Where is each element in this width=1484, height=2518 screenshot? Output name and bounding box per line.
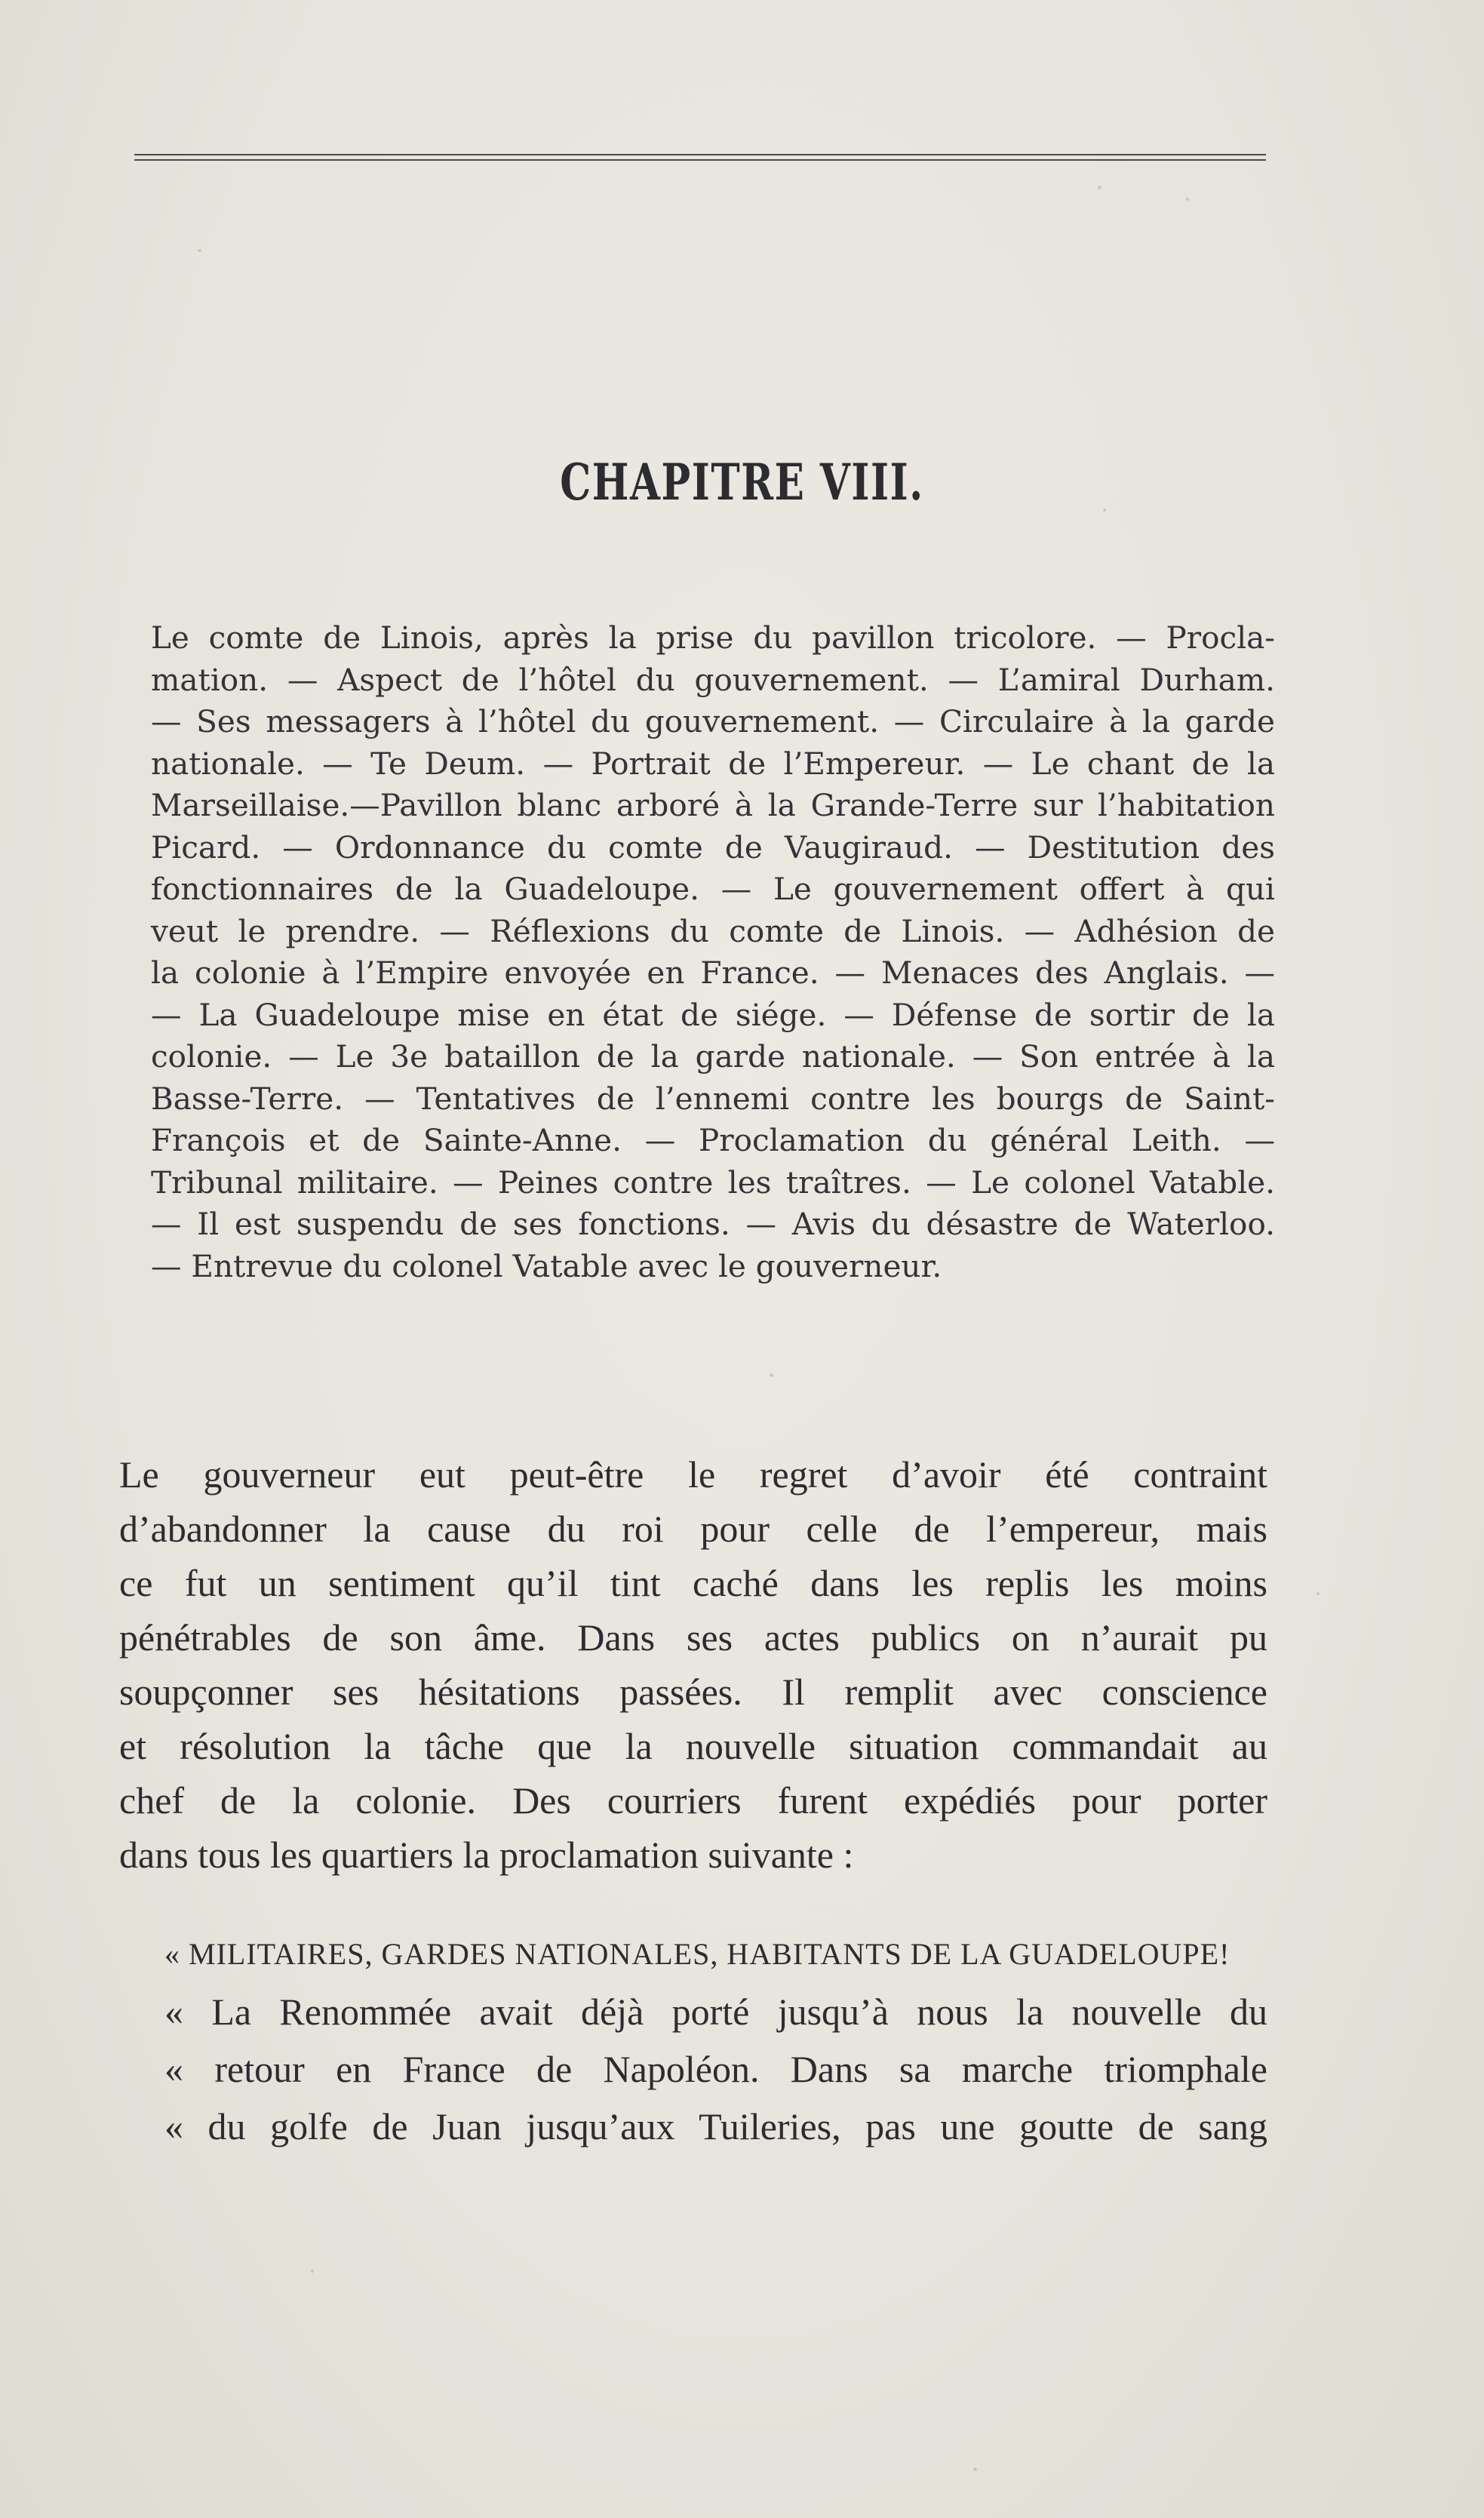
summary-line: François et de Sainte-Anne. — Proclamation du général Leith. — <box>151 1122 1275 1158</box>
body-line: pénétrables de son âme. Dans ses actes publics on n’aurait pu <box>119 1616 1267 1659</box>
summary-line: colonie. — Le 3e bataillon de la garde nationale. — Son entrée à la <box>151 1038 1275 1075</box>
body-line: et résolution la tâche que la nouvelle situation commandait au <box>119 1725 1267 1767</box>
paper-speck <box>1098 186 1101 189</box>
summary-line: fonctionnaires de la Guadeloupe. — Le gouvernement offert à qui <box>151 871 1275 907</box>
summary-line: nationale. — Te Deum. — Portrait de l’Empereur. — Le chant de la <box>151 745 1275 782</box>
paper-speck <box>1317 1592 1320 1595</box>
summary-line: — La Guadeloupe mise en état de siége. — Défense de sortir de la <box>151 996 1275 1033</box>
body-line: Le gouverneur eut peut-être le regret d’avoir été contraint <box>119 1453 1267 1496</box>
summary-line: veut le prendre. — Réflexions du comte de Linois. — Adhésion de <box>151 912 1275 949</box>
body-paragraph <box>119 1447 1267 1882</box>
quote-line: « retour en France de Napoléon. Dans sa marche triomphale <box>164 2048 1267 2090</box>
body-line: chef de la colonie. Des courriers furent expédiés pour porter <box>119 1779 1267 1822</box>
summary-line: — Entrevue du colonel Vatable avec le gouverneur. <box>151 1247 942 1284</box>
paper-speck <box>770 1373 773 1377</box>
summary-line: Le comte de Linois, après la prise du pavillon tricolore. — Procla- <box>151 620 1275 656</box>
summary-line: — Ses messagers à l’hôtel du gouvernement. — Circulaire à la garde <box>151 703 1275 739</box>
body-line: soupçonner ses hésitations passées. Il remplit avec conscience <box>119 1671 1267 1713</box>
summary-line: Tribunal militaire. — Peines contre les traîtres. — Le colonel Vatable. <box>151 1164 1275 1201</box>
paper-speck <box>1103 509 1106 512</box>
body-line: ce fut un sentiment qu’il tint caché dans les replis les moins <box>119 1562 1267 1604</box>
paper-speck <box>1186 198 1189 201</box>
proclamation-quote <box>164 1926 1267 2155</box>
paper-speck <box>311 2270 314 2273</box>
header-double-rule <box>134 154 1266 161</box>
rule-line-bottom <box>134 159 1266 161</box>
chapter-title: CHAPITRE VIII. <box>560 453 924 512</box>
body-line: d’abandonner la cause du roi pour celle de l’empereur, mais <box>119 1508 1267 1550</box>
rule-line-top <box>134 154 1266 155</box>
summary-line: Picard. — Ordonnance du comte de Vaugiraud. — Destitution des <box>151 829 1275 865</box>
paper-speck <box>198 249 201 252</box>
summary-line: Basse-Terre. — Tentatives de l’ennemi contre les bourgs de Saint- <box>151 1080 1275 1117</box>
body-line: dans tous les quartiers la proclamation suivante : <box>119 1834 854 1876</box>
summary-line: — Il est suspendu de ses fonctions. — Avis du désastre de Waterloo. <box>151 1206 1275 1242</box>
proclamation-heading: « MILITAIRES, GARDES NATIONALES, HABITANTS DE LA GUADELOUPE! <box>164 1937 1231 1971</box>
summary-line: Marseillaise.—Pavillon blanc arboré à la Grande-Terre sur l’habitation <box>151 787 1275 823</box>
summary-line: la colonie à l’Empire envoyée en France. — Menaces des Anglais. — <box>151 955 1275 991</box>
chapter-summary <box>151 617 1275 1287</box>
summary-line: mation. — Aspect de l’hôtel du gouvernement. — L’amiral Durham. <box>151 661 1275 698</box>
quote-line: « La Renommée avait déjà porté jusqu’à nous la nouvelle du <box>164 1991 1267 2033</box>
paper-speck <box>973 2467 977 2471</box>
quote-line: « du golfe de Juan jusqu’aux Tuileries, pas une goutte de sang <box>164 2105 1267 2148</box>
